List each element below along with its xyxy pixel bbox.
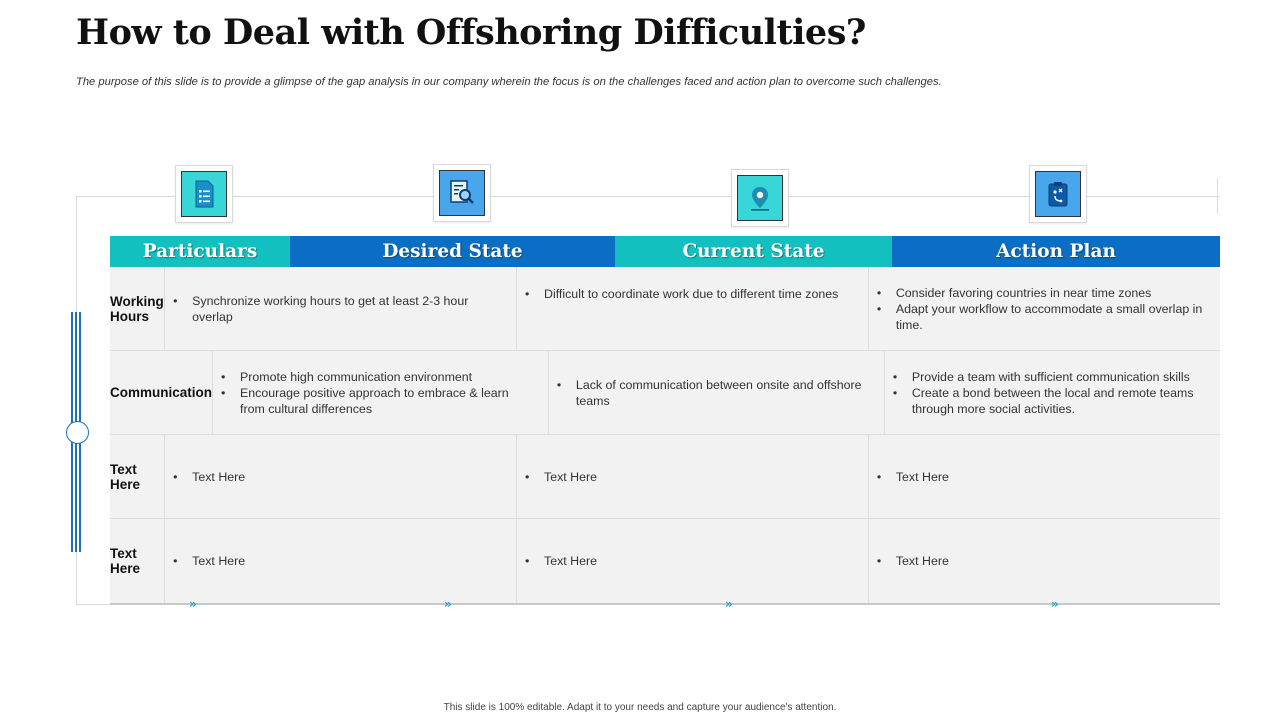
bullet-item: • Text Here (877, 469, 949, 485)
table-row (110, 267, 1220, 351)
chevron-right-icon: » (189, 597, 194, 611)
document-search-icon-box (433, 164, 491, 222)
document-search-icon (439, 170, 485, 216)
action-plan-cell (869, 435, 1220, 518)
chevron-right-icon: » (725, 597, 730, 611)
table-row (110, 351, 1220, 435)
desired-state-cell (213, 351, 549, 434)
current-state-cell (517, 435, 869, 518)
bullet-item: • Text Here (525, 553, 597, 569)
table-header (110, 236, 1220, 267)
row-label: Text Here (110, 435, 165, 518)
document-list-icon-box (175, 165, 233, 223)
slide-title: How to Deal with Offshoring Difficulties? (76, 12, 866, 53)
desired-state-cell (165, 267, 517, 350)
bullet-item: • Difficult to coordinate work due to different time zones (525, 286, 838, 302)
bullet-item: • Adapt your workflow to accommodate a small overlap in time. (877, 301, 1206, 333)
location-pin-icon (737, 175, 783, 221)
slide-subtitle: The purpose of this slide is to provide a glimpse of the gap analysis in our company wherein the focus is on the challenges faced and action plan to overcome such challenges. (76, 76, 942, 88)
table-row (110, 519, 1220, 603)
bullet-item: • Lack of communication between onsite and offshore teams (557, 377, 870, 409)
bullet-item: • Provide a team with sufficient communication skills (893, 369, 1206, 385)
frame-line-bottom (76, 604, 110, 605)
table-row (110, 435, 1220, 519)
bullet-item: • Text Here (877, 553, 949, 569)
action-plan-cell (885, 351, 1220, 434)
row-label: Text Here (110, 519, 165, 603)
current-state-cell (549, 351, 885, 434)
location-pin-icon-box (731, 169, 789, 227)
clipboard-plan-icon (1035, 171, 1081, 217)
header-action-plan: Action Plan (892, 236, 1220, 267)
bullet-item: • Synchronize working hours to get at least 2-3 hour overlap (173, 293, 502, 325)
desired-state-cell (165, 519, 517, 603)
bullet-item: • Text Here (173, 469, 245, 485)
header-particulars: Particulars (110, 236, 290, 267)
header-desired-state: Desired State (290, 236, 615, 267)
bullet-item: • Create a bond between the local and remote teams through more social activities. (893, 385, 1206, 417)
header-current-state: Current State (615, 236, 892, 267)
frame-line-right (1217, 178, 1218, 214)
footer-note: This slide is 100% editable. Adapt it to your needs and capture your audience's attention. (443, 702, 837, 713)
bullet-item: • Text Here (525, 469, 597, 485)
bullet-item: • Text Here (173, 553, 245, 569)
row-label: Communication (110, 351, 213, 434)
bullet-item: • Promote high communication environment (221, 369, 534, 385)
bullet-item: • Consider favoring countries in near time zones (877, 285, 1206, 301)
row-label: Working Hours (110, 267, 165, 350)
desired-state-cell (165, 435, 517, 518)
gap-analysis-table (110, 236, 1220, 603)
decorative-circle (66, 421, 89, 444)
action-plan-cell (869, 519, 1220, 603)
clipboard-plan-icon-box (1029, 165, 1087, 223)
current-state-cell (517, 519, 869, 603)
action-plan-cell (869, 267, 1220, 350)
chevron-right-icon: » (1051, 597, 1056, 611)
current-state-cell (517, 267, 869, 350)
bullet-item: • Encourage positive approach to embrace & learn from cultural differences (221, 385, 534, 417)
chevron-right-icon: » (444, 597, 449, 611)
document-list-icon (181, 171, 227, 217)
